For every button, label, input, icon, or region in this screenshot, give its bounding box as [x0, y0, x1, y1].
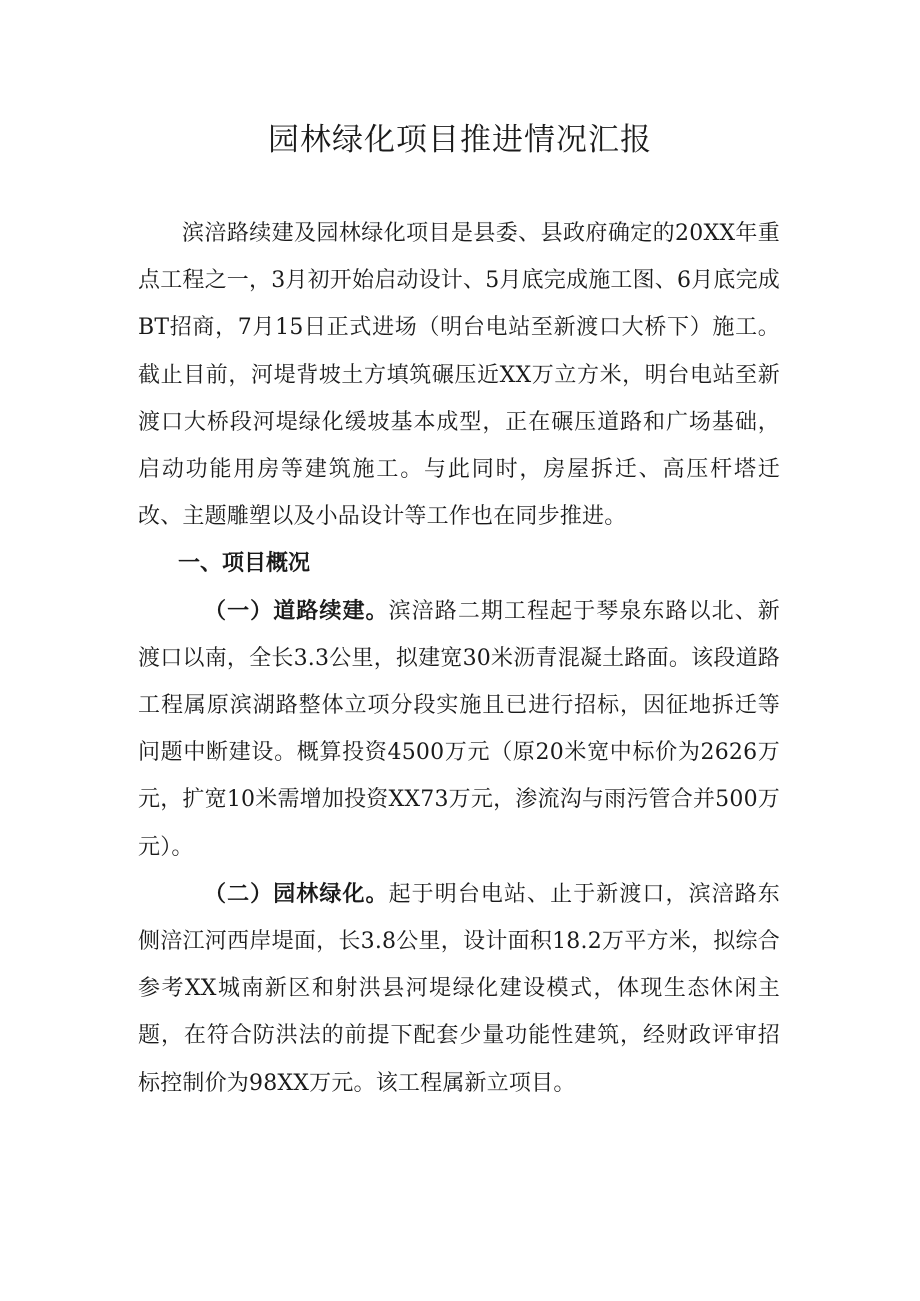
intro-paragraph: 滨涪路续建及园林绿化项目是县委、县政府确定的20XX年重点工程之一，3月初开始启动设计、5月底完成施工图、6月底完成BT招商，7月15日正式进场（明台电站至新渡口大桥下）施工。截止目前，河堤背坡土方填筑碾压近XX万立方米，明台电站至新渡口大桥段河堤绿化缓坡基本成型，正在碾压道路和广场基础，启动功能用房等建筑施工。与此同时，房屋拆迁、高压杆塔迁改、主题雕塑以及小品设计等工作也在同步推进。: [138, 221, 780, 530]
item-road-text: 滨涪路二期工程起于琴泉东路以北、新渡口以南，全长3.3公里，拟建宽30米沥青混凝土路面。该段道路工程属原滨湖路整体立项分段实施且已进行招标，因征地拆迁等问题中断建设。概算投资4500万元（原20米宽中标价为2626万元，扩宽10米需增加投资XX73万元，渗流沟与雨污管合并500万元）。: [138, 598, 781, 860]
document-body: [138, 210, 780, 1107]
item-road-lead: （一）道路续建。: [204, 598, 389, 624]
item-greening-lead: （二）园林绿化。: [204, 881, 389, 907]
item-greening-text: 起于明台电站、止于新渡口，滨涪路东侧涪江河西岸堤面，长3.8公里，设计面积18.2万平方米，拟综合参考XX城南新区和射洪县河堤绿化建设模式，体现生态休闲主题，在符合防洪法的前提下配套少量功能性建筑，经财政评审招标控制价为98XX万元。该工程属新立项目。: [138, 881, 781, 1096]
item-road-paragraph: [138, 588, 780, 871]
section-heading-project-overview: 一、项目概况: [178, 551, 311, 577]
document-title: 园林绿化项目推进情况汇报: [268, 122, 652, 158]
item-greening-paragraph: [138, 871, 780, 1107]
